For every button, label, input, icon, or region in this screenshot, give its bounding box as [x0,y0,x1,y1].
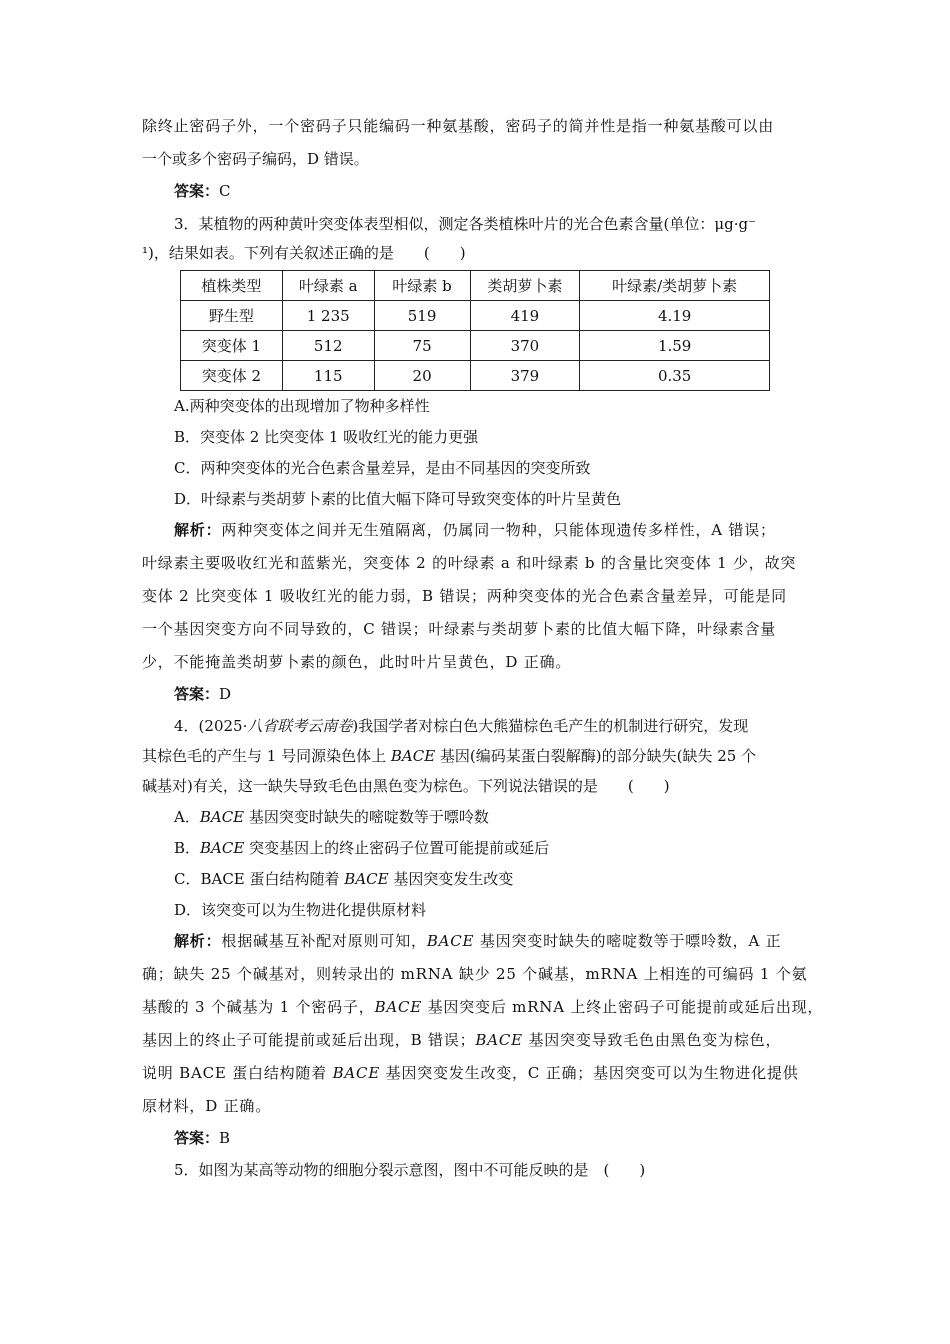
table-header: 叶绿素/类胡萝卜素 [580,271,770,301]
question-5-stem: 5．如图为某高等动物的细胞分裂示意图，图中不可能反映的是 ( ) [174,1161,646,1179]
text-span: 突变基因上的终止密码子位置可能提前或延后 [244,839,550,857]
explanation-line: 少，不能掩盖类胡萝卜素的颜色，此时叶片呈黄色，D 正确。 [142,653,572,671]
table-cell: 4.19 [580,301,770,331]
option-c: C．两种突变体的光合色素含量差异，是由不同基因的突变所致 [174,459,591,477]
table-row [181,361,770,391]
question-4-stem-cont [142,746,812,766]
gene-name: BACE [199,808,245,826]
gene-name: BACE [332,1064,381,1082]
table-cell: 野生型 [181,301,283,331]
text-span: A． [174,808,200,826]
text-span: 基因突变发生改变 [388,870,514,888]
explanation-line [142,1063,812,1083]
question-4-stem-cont: 碱基对)有关，这一缺失导致毛色由黑色变为棕色。下列说法错误的是 ( ) [142,777,670,795]
explanation-line [174,520,814,540]
table-cell: 1 235 [282,301,374,331]
text-span: 基因突变导致毛色由黑色变为棕色， [522,1031,782,1049]
answer-value: D [219,685,232,703]
question-3-stem: 3．某植物的两种黄叶突变体表型相似，测定各类植株叶片的光合色素含量(单位：μg·g⁻ [174,215,757,233]
question-4-stem [174,716,814,736]
text-span: 基因(编码某蛋白裂解酶)的部分缺失(缺失 25 个 [435,747,757,765]
text-line: 一个或多个密码子编码，D 错误。 [142,150,369,168]
text-span: 基因突变时缺失的嘧啶数等于嘌呤数，A 正 [474,932,782,950]
text-span: 基因突变发生改变，C 正确；基因突变可以为生物进化提供 [380,1064,799,1082]
explanation-line [142,997,824,1017]
table-cell: 379 [470,361,580,391]
explanation-text: 两种突变体之间并无生殖隔离，仍属同一物种，只能体现遗传多样性，A 错误； [221,521,776,539]
explanation-line: 叶绿素主要吸收红光和蓝紫光，突变体 2 的叶绿素 a 和叶绿素 b 的含量比突变体 1 少，故突 [142,554,797,572]
answer-line [174,1128,814,1148]
gene-name: BACE [475,1031,523,1049]
text-span: C．BACE 蛋白结构随着 [174,870,345,888]
text-line: 除终止密码子外，一个密码子只能编码一种氨基酸，密码子的简并性是指一种氨基酸可以由 [142,117,775,135]
table-header: 叶绿素 b [374,271,470,301]
gene-name: BACE [200,839,245,857]
explanation-line: 一个基因突变方向不同导致的，C 错误；叶绿素与类胡萝卜素的比值大幅下降，叶绿素含量 [142,620,777,638]
explanation-line: 确；缺失 25 个碱基对，则转录出的 mRNA 缺少 25 个碱基，mRNA 上相连的可编码 1 个氨 [142,965,808,983]
option-b [174,838,814,858]
text-span: 基因突变时缺失的嘧啶数等于嘌呤数 [244,808,489,826]
text-span: 基因上的终止子可能提前或延后出现，B 错误； [142,1031,476,1049]
table-cell: 突变体 2 [181,361,283,391]
table-cell: 370 [470,331,580,361]
option-c [174,869,814,889]
text-span: B． [174,839,201,857]
explanation-label: 解析： [174,932,222,950]
explanation-line: 原材料，D 正确。 [142,1097,271,1115]
option-b: B．突变体 2 比突变体 1 吸收红光的能力更强 [174,428,479,446]
table-cell: 419 [470,301,580,331]
explanation-label: 解析： [174,521,222,539]
table-header-row [181,271,770,301]
text-span: 基酸的 3 个碱基为 1 个密码子， [142,998,375,1016]
table-header: 植株类型 [181,271,283,301]
text-span: 说明 BACE 蛋白结构随着 [142,1064,333,1082]
option-a [174,807,814,827]
source-label: 八省联考云南卷 [247,717,353,735]
explanation-line [174,931,814,951]
gene-name: BACE [426,932,475,950]
table-cell: 20 [374,361,470,391]
answer-label: 答案： [174,685,220,703]
answer-label: 答案： [174,182,220,200]
table-cell: 75 [374,331,470,361]
text-span: 4．(2025· [174,717,248,735]
option-d: D．该突变可以为生物进化提供原材料 [174,901,427,919]
gene-name: BACE [390,747,436,765]
answer-value: B [219,1129,231,1147]
explanation-line [142,1030,812,1050]
table-cell: 1.59 [580,331,770,361]
question-3-stem-cont: ¹)，结果如表。下列有关叙述正确的是 ( ) [142,244,466,262]
option-a: A.两种突变体的出现增加了物种多样性 [174,397,430,415]
gene-name: BACE [374,998,423,1016]
text-span: 其棕色毛的产生与 1 号同源染色体上 [142,747,391,765]
table-cell: 0.35 [580,361,770,391]
table-header: 叶绿素 a [282,271,374,301]
table-cell: 519 [374,301,470,331]
table-cell: 115 [282,361,374,391]
table-row [181,331,770,361]
gene-name: BACE [344,870,389,888]
answer-line [174,181,814,201]
explanation-line: 变体 2 比突变体 1 吸收红光的能力弱，B 错误；两种突变体的光合色素含量差异，可能是同 [142,587,787,605]
table-row [181,301,770,331]
answer-line [174,684,814,704]
text-span: 根据碱基互补配对原则可知， [221,932,427,950]
table-cell: 突变体 1 [181,331,283,361]
answer-value: C [219,182,231,200]
text-span: 基因突变后 mRNA 上终止密码子可能提前或延后出现， [422,998,824,1016]
table-cell: 512 [282,331,374,361]
option-d: D．叶绿素与类胡萝卜素的比值大幅下降可导致突变体的叶片呈黄色 [174,490,622,508]
table-header: 类胡萝卜素 [470,271,580,301]
pigment-table [180,270,770,391]
answer-label: 答案： [174,1129,220,1147]
text-span: )我国学者对棕白色大熊猫棕色毛产生的机制进行研究，发现 [352,717,749,735]
